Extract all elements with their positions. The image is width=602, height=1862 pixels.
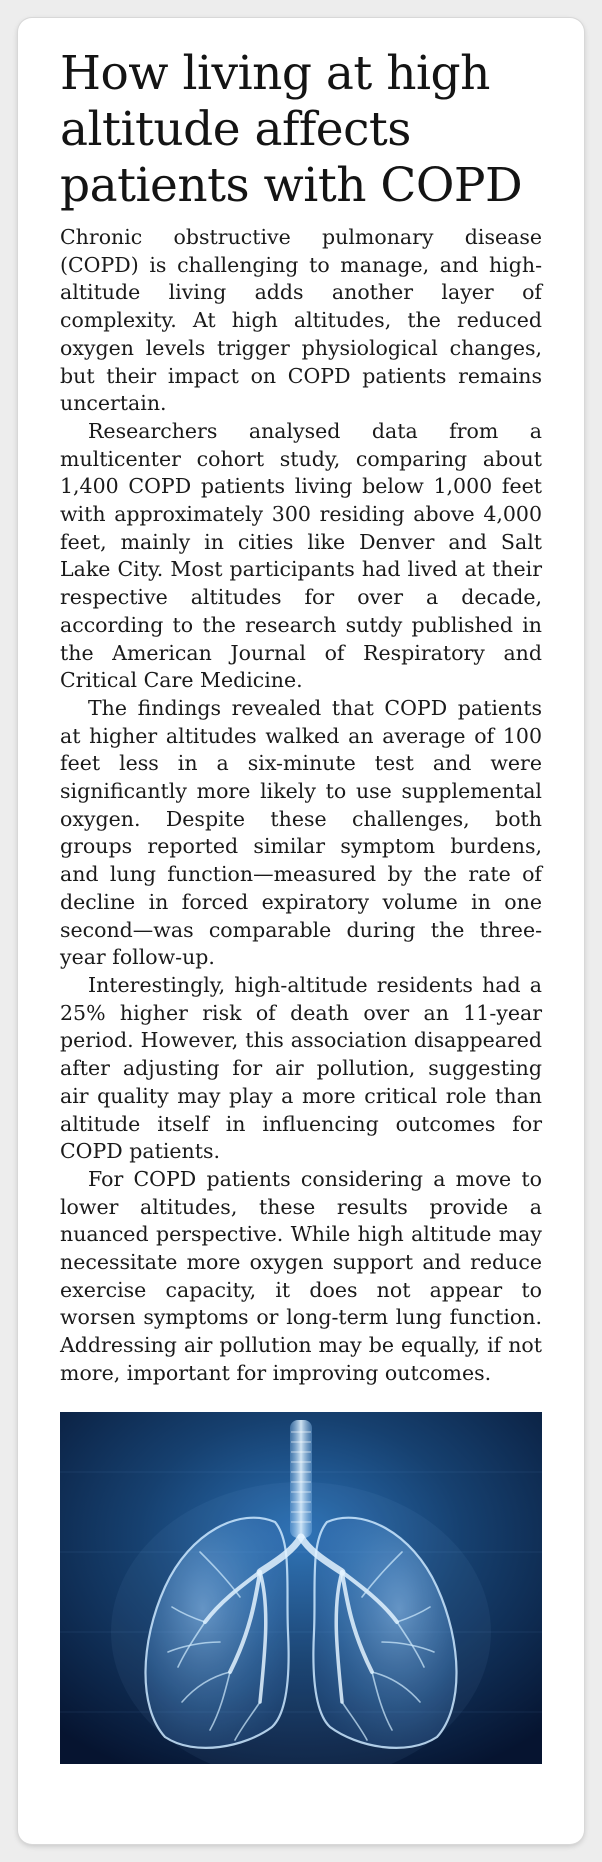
paragraph-2: Researchers analysed data from a multicenter cohort study, comparing about 1,400 COPD patients living below 1,000 feet with approximately 300 residing above 4,000 feet, mainly in cities like Denver and Salt Lake City. Most participants had lived at their respective altitudes for over a decade, according to the research sutdy published in the American Journal of Respiratory and Critical Care Medicine. xyxy=(60,418,542,693)
headline: How living at high altitude affects patients with COPD xyxy=(60,46,523,213)
article-card xyxy=(18,18,584,1844)
lungs-icon xyxy=(60,1412,542,1764)
article-body xyxy=(60,224,542,1388)
paragraph-4: Interestingly, high-altitude residents had a 25% higher risk of death over an 11-year period. However, this association disappeared after adjusting for air pollution, suggesting air quality may play a more critical role than altitude itself in influencing outcomes for COPD patients. xyxy=(60,972,542,1164)
paragraph-3: The findings revealed that COPD patients at higher altitudes walked an average of 100 feet less in a six-minute test and were significantly more likely to use supplemental oxygen. Despite these challenges, both groups reported similar symptom burdens, and lung function—measured by the rate of decline in forced expiratory volume in one second—was comparable during the three-year follow-up. xyxy=(60,695,542,970)
lungs-illustration xyxy=(60,1412,542,1764)
paragraph-5: For COPD patients considering a move to lower altitudes, these results provide a nuanced perspective. While high altitude may necessitate more oxygen support and reduce exercise capacity, it does not appear to worsen symptoms or long-term lung function. Addressing air pollution may be equally, if not more, important for improving outcomes. xyxy=(60,1166,542,1385)
paragraph-1: Chronic obstructive pulmonary disease (COPD) is challenging to manage, and high-altitude living adds another layer of complexity. At high altitudes, the reduced oxygen levels trigger physiological changes, but their impact on COPD patients remains uncertain. xyxy=(60,225,542,416)
